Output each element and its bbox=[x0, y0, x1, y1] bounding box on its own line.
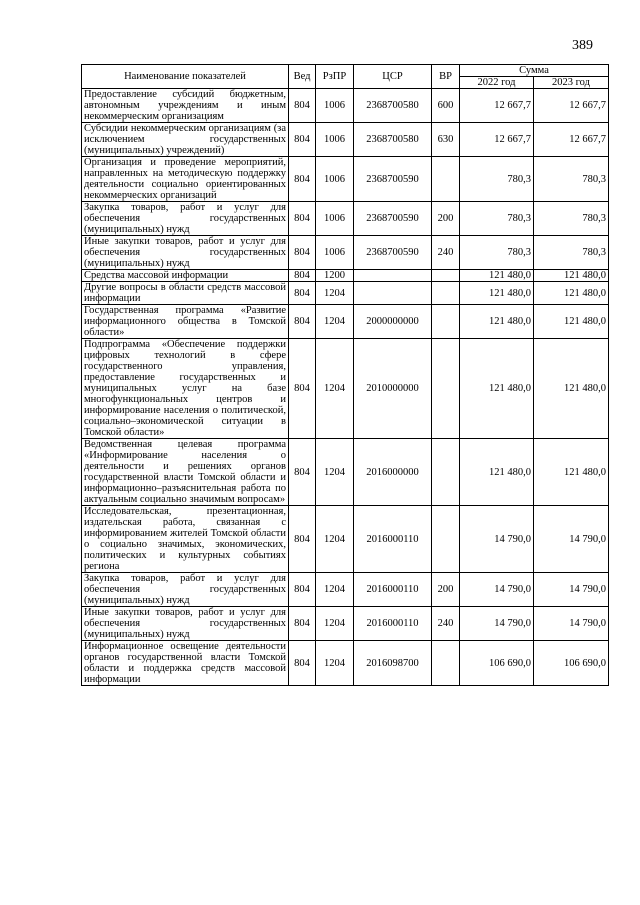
row-csr: 2016000110 bbox=[354, 573, 432, 607]
header-ved: Вед bbox=[289, 65, 316, 89]
row-name: Ведомственная целевая программа «Информирование населения о деятельности и решениях органов государственной власти Томской области и информационно–разъяснительная работа по актуальным социально значимым вопросам» bbox=[82, 439, 289, 506]
row-sum-2023: 106 690,0 bbox=[534, 641, 609, 686]
row-vr: 200 bbox=[432, 202, 460, 236]
row-ved: 804 bbox=[289, 573, 316, 607]
header-csr: ЦСР bbox=[354, 65, 432, 89]
header-rzpr: РзПР bbox=[316, 65, 354, 89]
row-ved: 804 bbox=[289, 282, 316, 305]
row-sum-2023: 780,3 bbox=[534, 236, 609, 270]
row-csr: 2368700590 bbox=[354, 202, 432, 236]
row-rzpr: 1204 bbox=[316, 339, 354, 439]
row-ved: 804 bbox=[289, 339, 316, 439]
table-row bbox=[82, 573, 609, 607]
row-rzpr: 1204 bbox=[316, 506, 354, 573]
page-number: 389 bbox=[572, 38, 593, 53]
row-rzpr: 1204 bbox=[316, 439, 354, 506]
row-ved: 804 bbox=[289, 202, 316, 236]
row-rzpr: 1200 bbox=[316, 270, 354, 282]
row-sum-2022: 780,3 bbox=[460, 236, 534, 270]
row-csr: 2016000000 bbox=[354, 439, 432, 506]
row-ved: 804 bbox=[289, 641, 316, 686]
budget-table bbox=[81, 64, 609, 686]
row-sum-2022: 12 667,7 bbox=[460, 89, 534, 123]
table-row bbox=[82, 305, 609, 339]
row-vr: 600 bbox=[432, 89, 460, 123]
row-sum-2022: 106 690,0 bbox=[460, 641, 534, 686]
row-rzpr: 1204 bbox=[316, 305, 354, 339]
row-sum-2023: 14 790,0 bbox=[534, 607, 609, 641]
row-name: Иные закупки товаров, работ и услуг для обеспечения государственных (муниципальных) нужд bbox=[82, 236, 289, 270]
table-row bbox=[82, 439, 609, 506]
row-rzpr: 1006 bbox=[316, 157, 354, 202]
table-row bbox=[82, 202, 609, 236]
row-ved: 804 bbox=[289, 157, 316, 202]
table-row bbox=[82, 506, 609, 573]
row-name: Организация и проведение мероприятий, направленных на методическую поддержку деятельности социально ориентированных некоммерческих организаций bbox=[82, 157, 289, 202]
row-sum-2022: 14 790,0 bbox=[460, 506, 534, 573]
row-name: Средства массовой информации bbox=[82, 270, 289, 282]
row-sum-2023: 121 480,0 bbox=[534, 339, 609, 439]
row-vr bbox=[432, 641, 460, 686]
row-csr: 2016000110 bbox=[354, 607, 432, 641]
row-sum-2022: 780,3 bbox=[460, 157, 534, 202]
table-row bbox=[82, 339, 609, 439]
row-name: Закупка товаров, работ и услуг для обеспечения государственных (муниципальных) нужд bbox=[82, 202, 289, 236]
row-sum-2022: 121 480,0 bbox=[460, 305, 534, 339]
row-name: Иные закупки товаров, работ и услуг для обеспечения государственных (муниципальных) нужд bbox=[82, 607, 289, 641]
row-rzpr: 1006 bbox=[316, 236, 354, 270]
row-vr bbox=[432, 270, 460, 282]
row-sum-2022: 121 480,0 bbox=[460, 439, 534, 506]
row-name: Другие вопросы в области средств массовой информации bbox=[82, 282, 289, 305]
row-name: Закупка товаров, работ и услуг для обеспечения государственных (муниципальных) нужд bbox=[82, 573, 289, 607]
row-sum-2022: 121 480,0 bbox=[460, 270, 534, 282]
row-name: Исследовательская, презентационная, издательская работа, связанная с информированием жителей Томской области о социально значимых, экономических, политических и культурных событиях региона bbox=[82, 506, 289, 573]
row-vr: 240 bbox=[432, 236, 460, 270]
row-sum-2023: 12 667,7 bbox=[534, 89, 609, 123]
row-ved: 804 bbox=[289, 305, 316, 339]
row-name: Информационное освещение деятельности органов государственной власти Томской области и поддержка средств массовой информации bbox=[82, 641, 289, 686]
row-rzpr: 1006 bbox=[316, 123, 354, 157]
row-sum-2023: 121 480,0 bbox=[534, 282, 609, 305]
row-vr bbox=[432, 339, 460, 439]
row-csr: 2016000110 bbox=[354, 506, 432, 573]
row-vr bbox=[432, 282, 460, 305]
row-sum-2022: 121 480,0 bbox=[460, 282, 534, 305]
row-csr: 2010000000 bbox=[354, 339, 432, 439]
row-rzpr: 1204 bbox=[316, 641, 354, 686]
row-vr bbox=[432, 305, 460, 339]
row-csr bbox=[354, 270, 432, 282]
row-csr bbox=[354, 282, 432, 305]
row-rzpr: 1204 bbox=[316, 573, 354, 607]
row-ved: 804 bbox=[289, 270, 316, 282]
header-year-2023: 2023 год bbox=[534, 77, 609, 89]
row-name: Государственная программа «Развитие информационного общества в Томской области» bbox=[82, 305, 289, 339]
table-row bbox=[82, 89, 609, 123]
row-vr bbox=[432, 506, 460, 573]
table-row bbox=[82, 157, 609, 202]
row-ved: 804 bbox=[289, 439, 316, 506]
row-vr bbox=[432, 157, 460, 202]
row-sum-2022: 12 667,7 bbox=[460, 123, 534, 157]
row-sum-2023: 121 480,0 bbox=[534, 270, 609, 282]
row-name: Подпрограмма «Обеспечение поддержки цифровых технологий в сфере государственного управления, предоставление государственных и муниципальных услуг на базе многофункциональных центров и информирование населения о политической, социально–экономической ситуации в Томской области» bbox=[82, 339, 289, 439]
table-row bbox=[82, 123, 609, 157]
row-sum-2022: 121 480,0 bbox=[460, 339, 534, 439]
row-csr: 2368700590 bbox=[354, 236, 432, 270]
row-rzpr: 1006 bbox=[316, 89, 354, 123]
row-rzpr: 1204 bbox=[316, 607, 354, 641]
row-sum-2022: 14 790,0 bbox=[460, 573, 534, 607]
row-vr: 240 bbox=[432, 607, 460, 641]
table-row bbox=[82, 236, 609, 270]
row-csr: 2368700580 bbox=[354, 89, 432, 123]
row-ved: 804 bbox=[289, 236, 316, 270]
row-ved: 804 bbox=[289, 506, 316, 573]
row-sum-2023: 121 480,0 bbox=[534, 305, 609, 339]
row-sum-2023: 12 667,7 bbox=[534, 123, 609, 157]
row-name: Предоставление субсидий бюджетным, автономным учреждениям и иным некоммерческим организациям bbox=[82, 89, 289, 123]
row-vr: 200 bbox=[432, 573, 460, 607]
row-csr: 2000000000 bbox=[354, 305, 432, 339]
row-sum-2023: 14 790,0 bbox=[534, 506, 609, 573]
row-name: Субсидии некоммерческим организациям (за исключением государственных (муниципальных) учреждений) bbox=[82, 123, 289, 157]
row-ved: 804 bbox=[289, 123, 316, 157]
header-name: Наименование показателей bbox=[82, 65, 289, 89]
row-ved: 804 bbox=[289, 89, 316, 123]
table-row bbox=[82, 282, 609, 305]
row-sum-2022: 780,3 bbox=[460, 202, 534, 236]
header-sum: Сумма bbox=[460, 65, 609, 77]
row-ved: 804 bbox=[289, 607, 316, 641]
row-vr bbox=[432, 439, 460, 506]
row-sum-2023: 780,3 bbox=[534, 157, 609, 202]
row-sum-2023: 121 480,0 bbox=[534, 439, 609, 506]
header-vr: ВР bbox=[432, 65, 460, 89]
row-csr: 2368700590 bbox=[354, 157, 432, 202]
table-row bbox=[82, 641, 609, 686]
row-rzpr: 1006 bbox=[316, 202, 354, 236]
row-sum-2023: 14 790,0 bbox=[534, 573, 609, 607]
row-sum-2023: 780,3 bbox=[534, 202, 609, 236]
row-csr: 2016098700 bbox=[354, 641, 432, 686]
header-year-2022: 2022 год bbox=[460, 77, 534, 89]
row-vr: 630 bbox=[432, 123, 460, 157]
row-csr: 2368700580 bbox=[354, 123, 432, 157]
row-rzpr: 1204 bbox=[316, 282, 354, 305]
table-row bbox=[82, 607, 609, 641]
row-sum-2022: 14 790,0 bbox=[460, 607, 534, 641]
table-row bbox=[82, 270, 609, 282]
